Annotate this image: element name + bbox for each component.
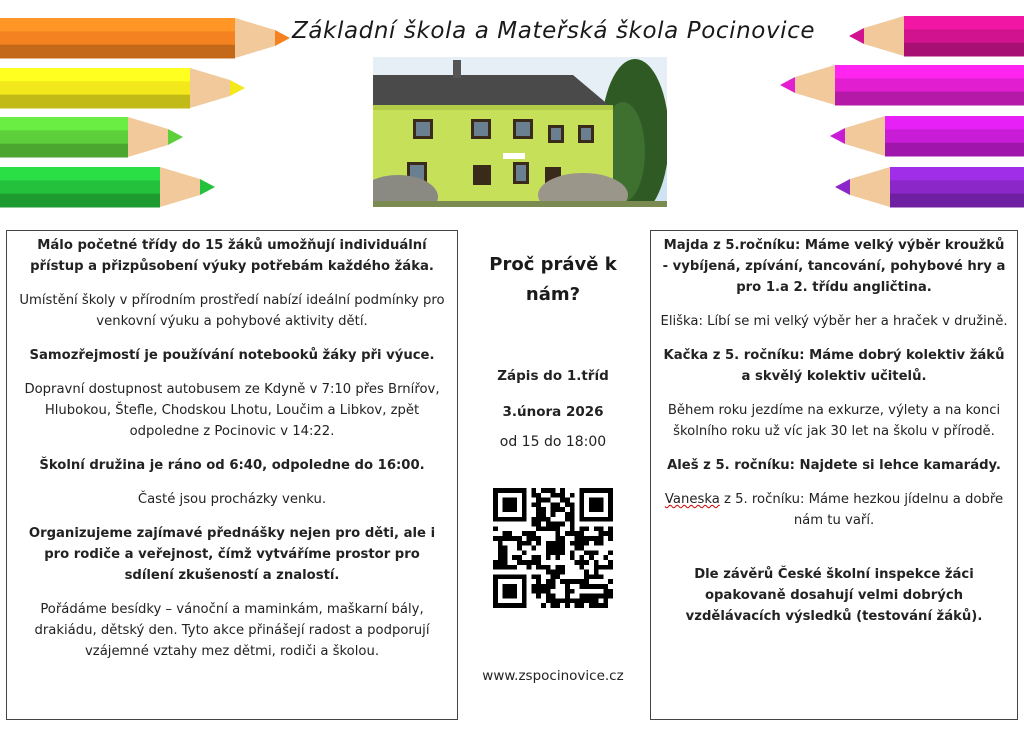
left-pencil-4	[0, 167, 215, 208]
info-paragraph-1: Málo početné třídy do 15 žáků umožňují individuální přístup a přizpůsobení výuky potřebám každého žáka.	[30, 238, 434, 274]
left-pencil-3	[0, 117, 183, 158]
left-pencils	[0, 18, 290, 208]
right-testimonials-panel	[650, 230, 1018, 720]
info-paragraph-4: Dopravní dostupnost autobusem ze Kdyně v 7:10 přes Brnířov, Hlubokou, Štefle, Chodskou Lhotu, Loučim a Libkov, zpět odpoledne z Pocinovic v 14:22.	[24, 382, 440, 439]
page-title: Základní škola a Mateřská škola Pocinovice	[292, 18, 816, 44]
why-us-heading: Proč právě k nám?	[489, 254, 617, 305]
testimonial-vaneska	[659, 489, 1009, 531]
qr-code-icon[interactable]	[493, 488, 613, 608]
testimonial-eliska: Eliška: Líbí se mi velký výběr her a hraček v družině.	[660, 314, 1008, 329]
enrollment-date: 3.února 2026	[502, 404, 604, 420]
testimonial-ales: Aleš z 5. ročníku: Najdete si lehce kamarády.	[667, 458, 1001, 473]
info-paragraph-6: Časté jsou procházky venku.	[137, 492, 327, 507]
vaneska-text: z 5. ročníku: Máme hezkou jídelnu a dobře nám tu vaří.	[719, 492, 1004, 528]
middle-column	[470, 250, 636, 450]
trips-paragraph: Během roku jezdíme na exkurze, výlety a na konci školního roku už víc jak 30 let na školu v přírodě.	[667, 403, 1001, 439]
right-pencil-4	[835, 167, 1024, 208]
info-paragraph-3: Samozřejmostí je používání notebooků žáky při výuce.	[29, 348, 435, 363]
info-paragraph-5: Školní družina je ráno od 6:40, odpoledne do 16:00.	[39, 458, 425, 473]
info-paragraph-7: Organizujeme zajímavé přednášky nejen pro děti, ale i pro rodiče a veřejnost, čímž vytváříme prostor pro sdílení zkušeností a znalostí.	[28, 526, 436, 583]
inspection-paragraph: Dle závěrů České školní inspekce žáci opakovaně dosahují velmi dobrých vzdělávacích výsledků (testování žáků).	[685, 567, 983, 624]
school-building-photo	[373, 57, 667, 207]
testimonial-kacka: Kačka z 5. ročníku: Máme dobrý kolektiv žáků a skvělý kolektiv učitelů.	[663, 348, 1005, 384]
info-paragraph-8: Pořádáme besídky – vánoční a maminkám, maškarní bály, drakiádu, dětský den. Tyto akce přinášejí radost a podporují vzájemné vztahy mez dětmi, rodiči a školou.	[34, 602, 430, 659]
left-info-panel	[6, 230, 458, 720]
info-paragraph-2: Umístění školy v přírodním prostředí nabízí ideální podmínky pro venkovní výuku a pohybové aktivity dětí.	[19, 293, 445, 329]
right-pencil-3	[830, 116, 1024, 157]
testimonial-majda: Majda z 5.ročníku: Máme velký výběr kroužků	[663, 238, 1005, 253]
enrollment-title: Zápis do 1.tříd	[497, 368, 609, 384]
right-pencils	[780, 16, 1024, 208]
website-link[interactable]: www.zspocinovice.cz	[482, 668, 624, 684]
right-pencil-1	[849, 16, 1024, 57]
enrollment-time: od 15 do 18:00	[499, 434, 607, 450]
testimonial-majda-bullet: - vybíjená, zpívání, tancování, pohybové hry a pro 1.a 2. třídu angličtina.	[662, 259, 1006, 295]
vaneska-name: Vaneska	[664, 492, 720, 507]
left-pencil-2	[0, 68, 245, 109]
left-pencil-1	[0, 18, 290, 59]
right-pencil-2	[780, 65, 1024, 106]
